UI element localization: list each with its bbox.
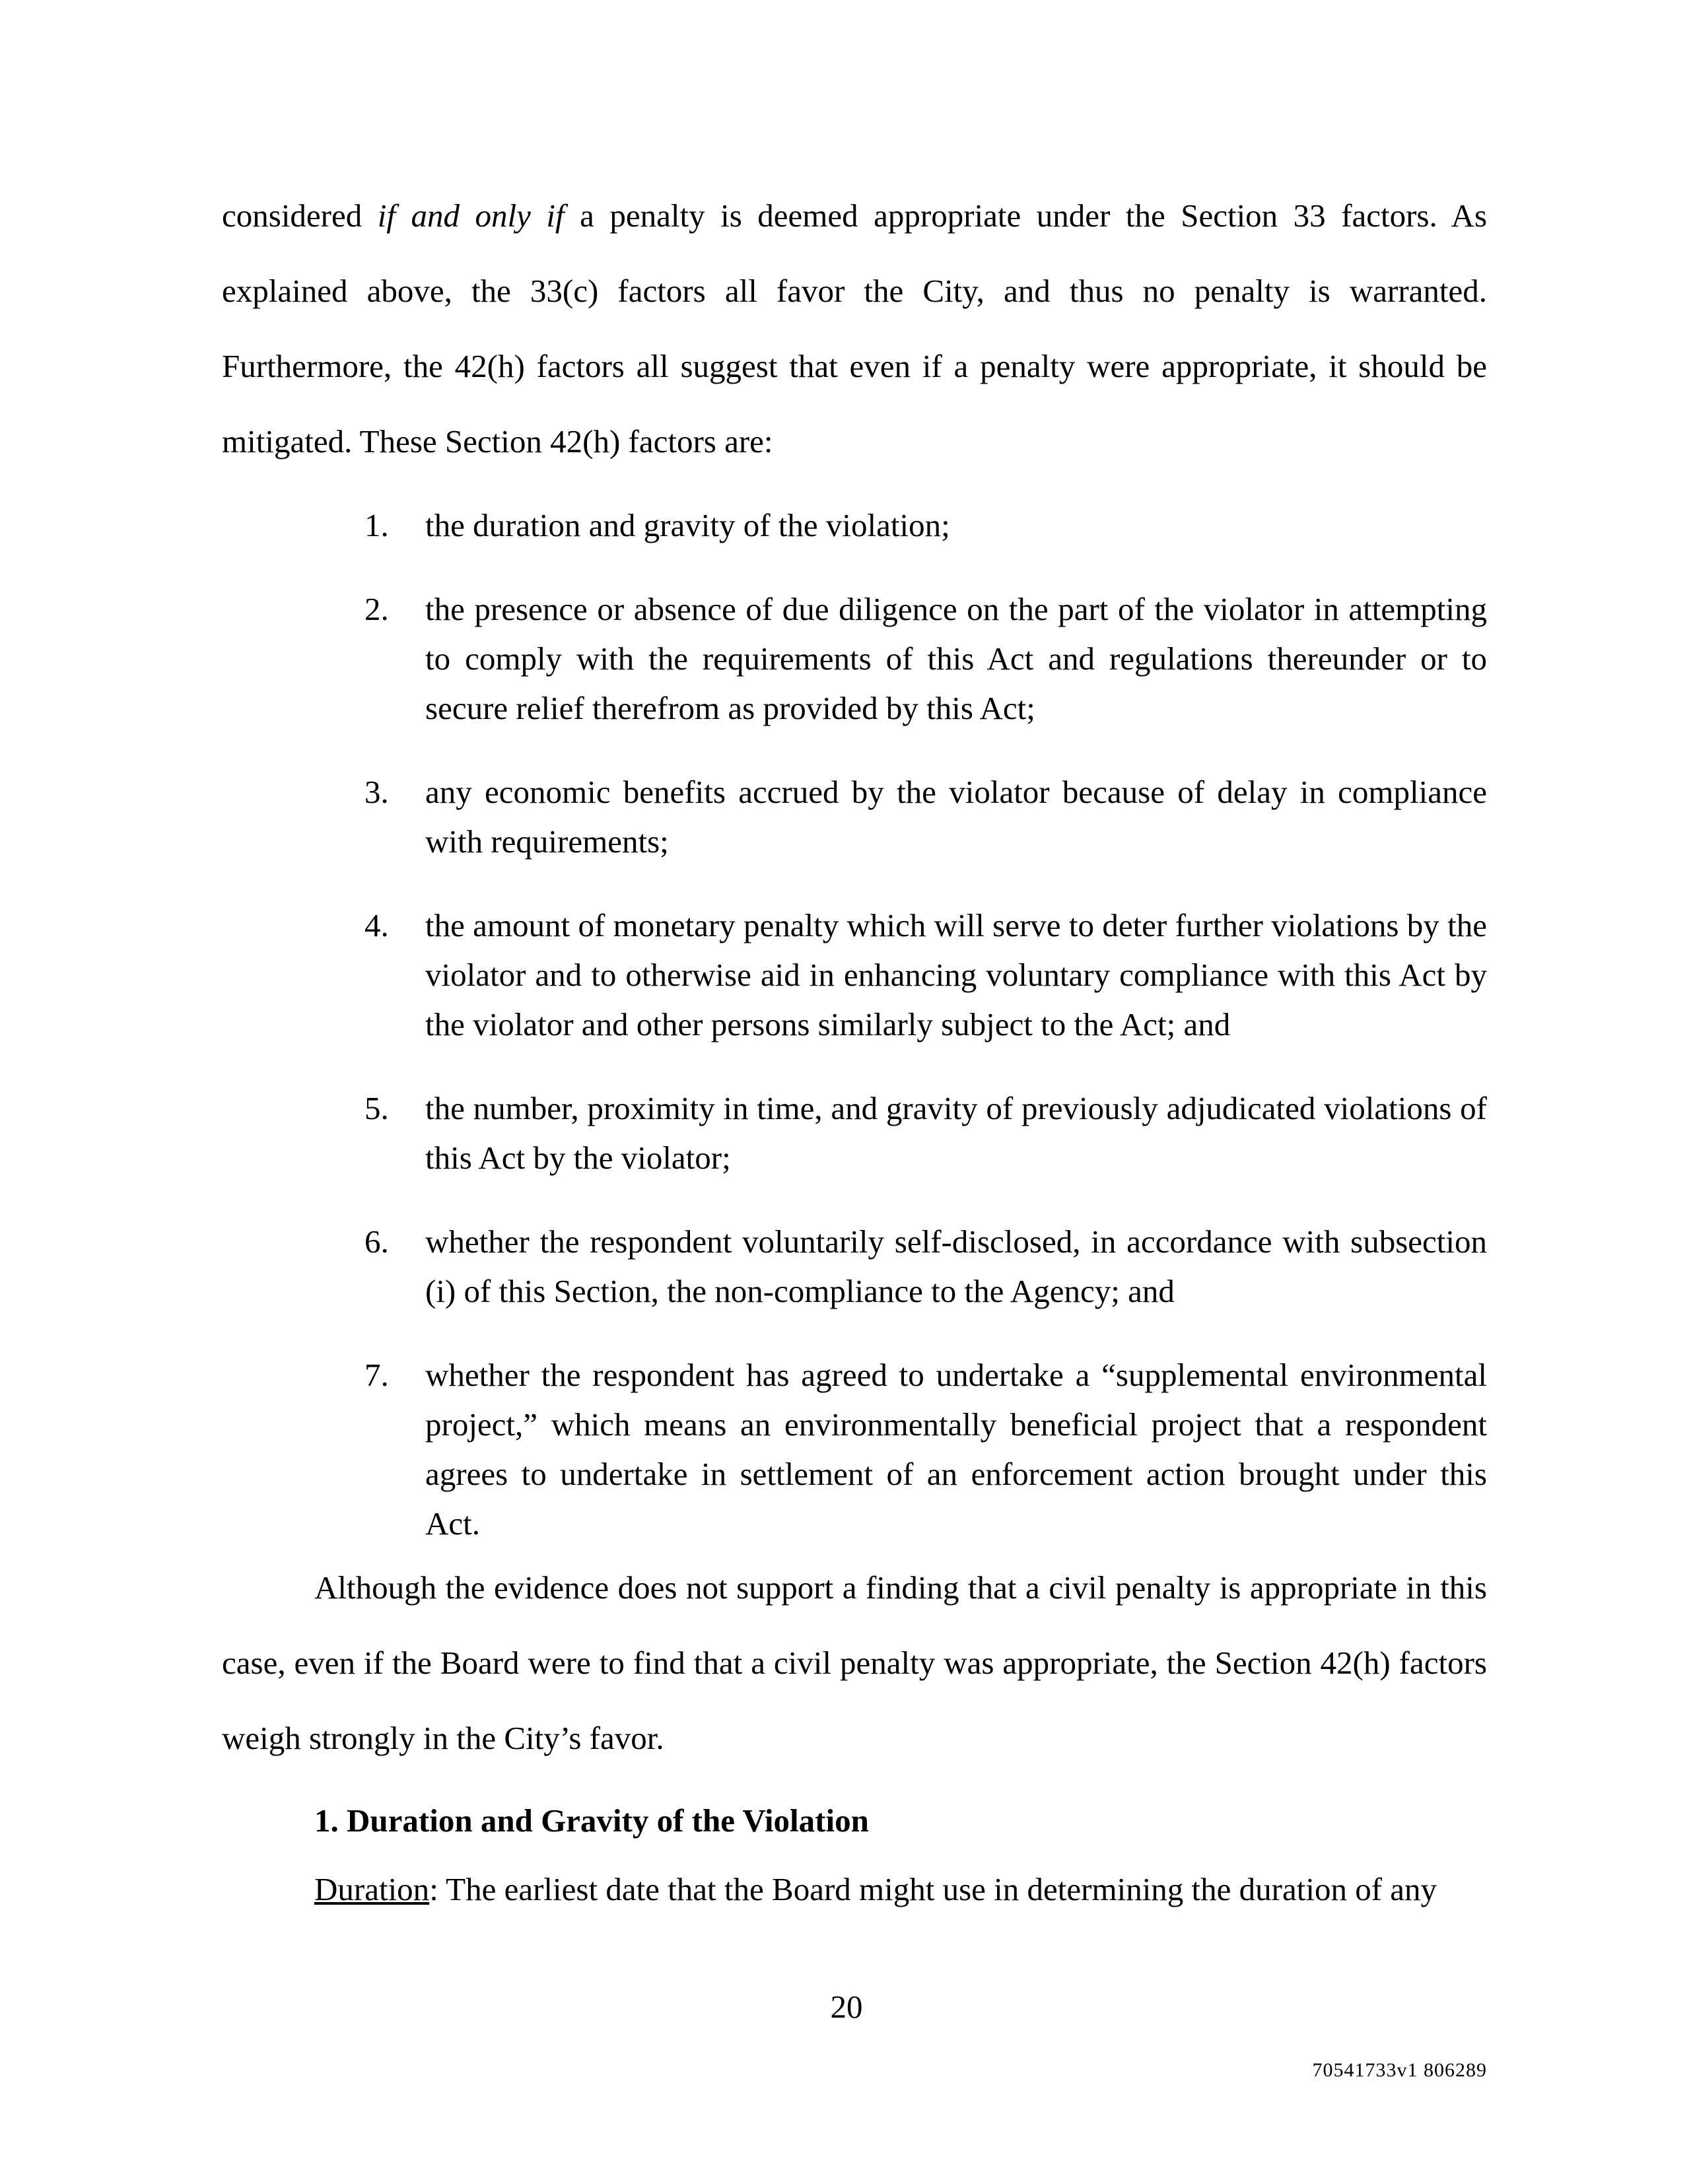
- list-item-text: the number, proximity in time, and gravity of previously adjudicated violations of this Act by the violator;: [425, 1090, 1487, 1176]
- list-item-number: 4.: [364, 907, 389, 943]
- list-item: [364, 584, 1487, 733]
- list-item-number: 7.: [364, 1357, 389, 1393]
- list-item-number: 1.: [364, 507, 389, 543]
- list-item-text: whether the respondent has agreed to undertake a “supplemental environmental project,” which means an environmentally beneficial project that a respondent agrees to undertake in settlement of an enforcement action brought under this Act.: [425, 1357, 1487, 1542]
- list-item: [364, 767, 1487, 866]
- intro-emphasis: if and only if: [377, 197, 565, 234]
- list-item-text: the duration and gravity of the violation;: [425, 507, 950, 543]
- intro-paragraph: [222, 178, 1487, 479]
- list-item-text: the amount of monetary penalty which will serve to deter further violations by the violator and to otherwise aid in enhancing voluntary compliance with this Act by the violator and other persons similarly subject to the Act; and: [425, 907, 1487, 1042]
- intro-text-start: considered: [222, 197, 378, 234]
- document-id: 70541733v1 806289: [1312, 2059, 1487, 2081]
- list-item: [364, 901, 1487, 1049]
- list-item-number: 5.: [364, 1090, 389, 1126]
- page-number: 20: [830, 1989, 863, 2025]
- list-item-text: whether the respondent voluntarily self-disclosed, in accordance with subsection (i) of this Section, the non-compliance to the Agency; and: [425, 1223, 1487, 1309]
- duration-paragraph: [222, 1866, 1487, 1913]
- list-item-text: the presence or absence of due diligence on the part of the violator in attempting to comply with the requirements of this Act and regulations thereunder or to secure relief therefrom as provided by this Act;: [425, 591, 1487, 726]
- factors-list: [364, 500, 1487, 1583]
- list-item: [364, 1217, 1487, 1316]
- list-item-number: 3.: [364, 774, 389, 810]
- section-heading: 1. Duration and Gravity of the Violation: [314, 1802, 869, 1839]
- duration-label: Duration: [314, 1871, 430, 1907]
- list-item-number: 2.: [364, 591, 389, 627]
- list-item-number: 6.: [364, 1223, 389, 1260]
- duration-text: : The earliest date that the Board might use in determining the duration of any: [429, 1871, 1437, 1907]
- list-item: [364, 500, 1487, 550]
- intro-text-end: a penalty is deemed appropriate under the Section 33 factors. As explained above, the 33(c) factors all favor the City, and thus no penalty is warranted. Furthermore, the 42(h) factors all suggest that even if a penalty were appropriate, it should be mitigated. These Section 42(h) factors are:: [222, 197, 1488, 460]
- list-item: [364, 1350, 1487, 1548]
- list-item-text: any economic benefits accrued by the violator because of delay in compliance with requirements;: [425, 774, 1487, 860]
- list-item: [364, 1083, 1487, 1182]
- conclusion-paragraph: Although the evidence does not support a finding that a civil penalty is appropriate in this case, even if the Board were to find that a civil penalty was appropriate, the Section 42(h) factors weigh strongly in the City’s favor.: [222, 1569, 1487, 1756]
